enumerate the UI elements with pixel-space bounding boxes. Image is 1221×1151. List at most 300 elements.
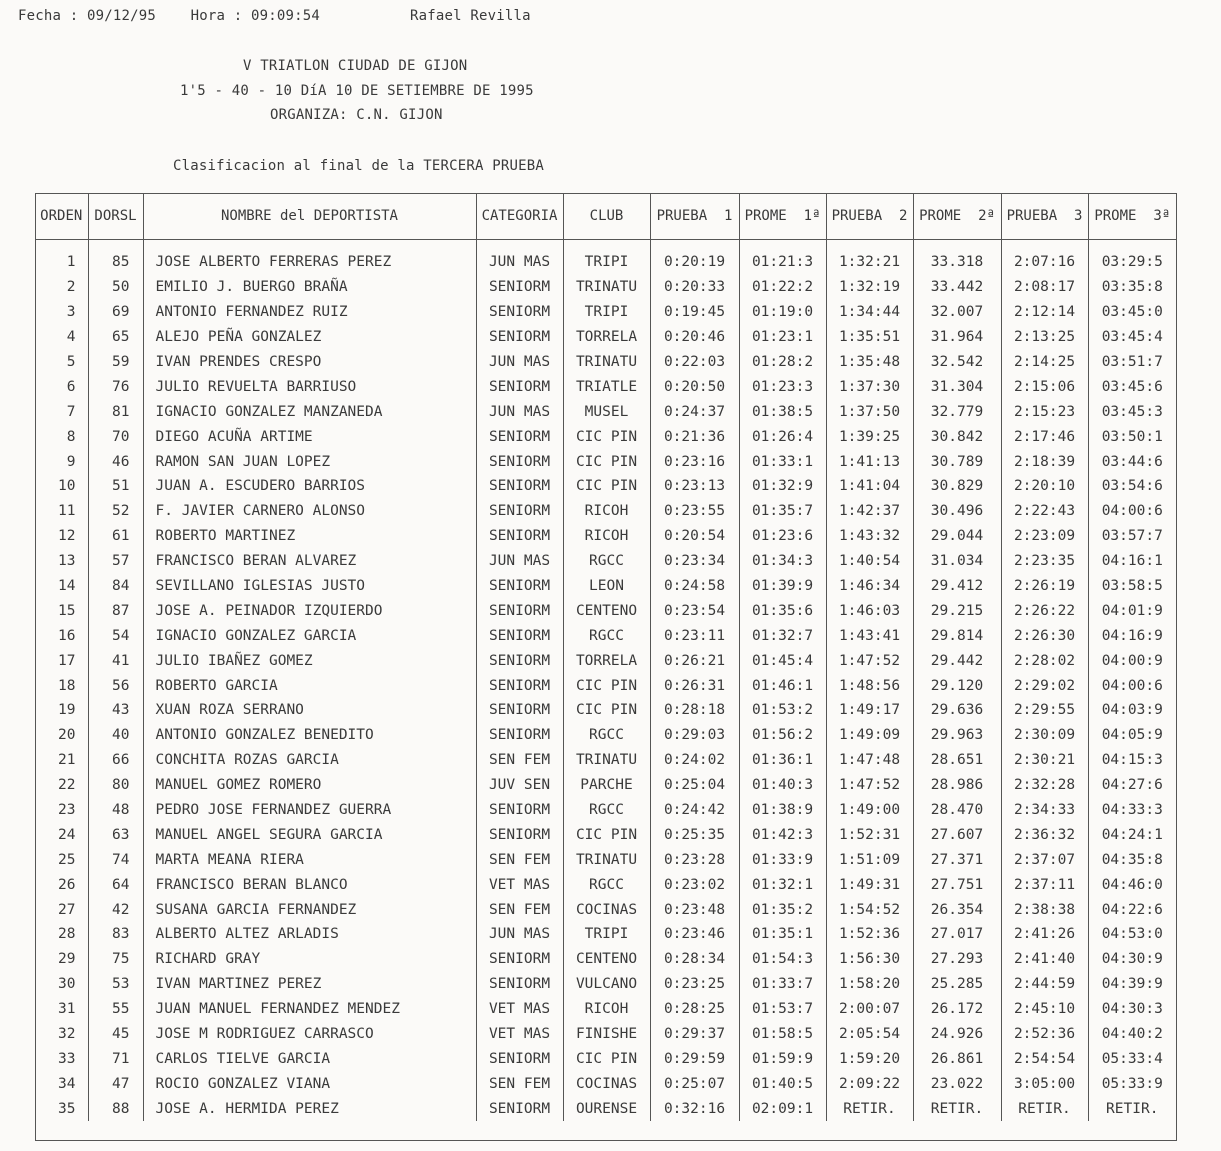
cell-prome-1: 01:38:9 [739,798,826,823]
cell-club: TRINATU [563,748,650,773]
table-row [35,673,1176,698]
cell-prome-3: 03:44:6 [1088,449,1176,474]
cell-prome-2: 23.022 [913,1071,1001,1096]
cell-orden: 32 [58,1026,76,1043]
cell-categoria: JUN MAS [476,922,563,947]
cell-categoria: SENIORM [476,947,563,972]
spacer-cell [143,240,476,251]
table-row [35,350,1176,375]
cell-prueba-2: 1:52:31 [826,822,913,847]
cell-prome-3: 04:05:9 [1088,723,1176,748]
cell-orden: 5 [66,354,76,370]
cell-prueba-2: 1:32:19 [826,275,913,300]
column-header-prome-2: PROME 2ª [913,193,1001,240]
cell-prome-3: 04:16:9 [1088,623,1176,648]
cell-prueba-2: 1:48:56 [826,673,913,698]
cell-prueba-1: 0:23:13 [650,474,739,499]
cell-prueba-3: 2:37:11 [1001,872,1088,897]
cell-dorsl: 66 [88,748,143,773]
cell-nombre: IVAN MARTINEZ PEREZ [143,972,476,997]
cell-club: RGCC [563,549,650,574]
spacer-cell [563,240,650,251]
table-row [35,1071,1176,1096]
cell-prueba-1: 0:23:11 [650,623,739,648]
cell-prueba-2: 2:00:07 [826,997,913,1022]
cell-prome-1: 01:35:7 [739,499,826,524]
column-header-orden: ORDEN [35,193,88,240]
cell-prome-1: 01:33:9 [739,847,826,872]
cell-categoria: JUV SEN [476,773,563,798]
cell-prome-1: 01:35:2 [739,897,826,922]
cell-club: VULCANO [563,972,650,997]
cell-prueba-2: 1:35:48 [826,350,913,375]
cell-prome-2: 27.607 [913,822,1001,847]
author-name: Rafael Revilla [410,8,531,24]
cell-dorsl: 84 [88,574,143,599]
table-row [35,250,1176,275]
cell-prome-3: 03:51:7 [1088,350,1176,375]
table-row [35,698,1176,723]
cell-nombre: EMILIO J. BUERGO BRAÑA [143,275,476,300]
cell-prueba-2: 1:43:41 [826,623,913,648]
cell-prome-3: 04:22:6 [1088,897,1176,922]
cell-prueba-3: 2:45:10 [1001,997,1088,1022]
cell-prome-2: 27.293 [913,947,1001,972]
cell-nombre: JOSE M RODRIGUEZ CARRASCO [143,1022,476,1047]
cell-prueba-1: 0:26:31 [650,673,739,698]
cell-prueba-2: 1:46:03 [826,598,913,623]
cell-dorsl: 55 [88,997,143,1022]
cell-prueba-3: 3:05:00 [1001,1071,1088,1096]
organizer: ORGANIZA: C.N. GIJON [270,107,443,123]
cell-prome-3: 03:50:1 [1088,424,1176,449]
column-header-prome-1: PROME 1ª [739,193,826,240]
table-row [35,922,1176,947]
cell-categoria: SENIORM [476,798,563,823]
cell-club: RICOH [563,524,650,549]
cell-prome-2: 30.842 [913,424,1001,449]
table-row [35,1047,1176,1072]
cell-orden: 34 [58,1075,76,1092]
cell-prome-1: 01:19:0 [739,300,826,325]
cell-prueba-2: 1:35:51 [826,325,913,350]
cell-prome-2: 28.986 [913,773,1001,798]
table-row [35,1022,1176,1047]
table-row [35,399,1176,424]
cell-nombre: JUAN MANUEL FERNANDEZ MENDEZ [143,997,476,1022]
cell-prueba-3: 2:07:16 [1001,250,1088,275]
cell-prome-3: 04:33:3 [1088,798,1176,823]
cell-prueba-1: 0:20:46 [650,325,739,350]
cell-categoria: SENIORM [476,424,563,449]
cell-prueba-1: 0:28:34 [650,947,739,972]
classification-heading: Clasificacion al final de la TERCERA PRUEBA [173,158,545,174]
table-row [35,748,1176,773]
cell-dorsl: 47 [88,1071,143,1096]
cell-prueba-1: 0:24:02 [650,748,739,773]
cell-prome-1: 01:23:3 [739,374,826,399]
cell-prueba-3: 2:30:21 [1001,748,1088,773]
cell-prome-2: 28.651 [913,748,1001,773]
cell-prome-1: 01:54:3 [739,947,826,972]
cell-prueba-1: 0:19:45 [650,300,739,325]
cell-prueba-3: 2:26:30 [1001,623,1088,648]
cell-dorsl: 51 [88,474,143,499]
cell-prome-1: 01:56:2 [739,723,826,748]
cell-prueba-1: 0:23:28 [650,847,739,872]
cell-orden: 19 [58,702,76,719]
column-header-prueba-3: PRUEBA 3 [1001,193,1088,240]
cell-prome-1: 01:28:2 [739,350,826,375]
cell-prome-2: 28.470 [913,798,1001,823]
cell-nombre: F. JAVIER CARNERO ALONSO [143,499,476,524]
cell-prueba-1: 0:20:54 [650,524,739,549]
table-row [35,424,1176,449]
cell-orden: 9 [66,453,76,470]
spacer-cell [1001,240,1088,251]
cell-categoria: JUN MAS [476,549,563,574]
cell-prome-1: 01:40:5 [739,1071,826,1096]
cell-prome-2: 29.814 [913,623,1001,648]
cell-prome-3: 04:30:3 [1088,997,1176,1022]
cell-prueba-2: 1:56:30 [826,947,913,972]
table-row [35,499,1176,524]
cell-club: TRINATU [563,275,650,300]
cell-prueba-3: 2:17:46 [1001,424,1088,449]
cell-nombre: IVAN PRENDES CRESPO [143,350,476,375]
cell-prome-3: 03:57:7 [1088,524,1176,549]
cell-orden: 3 [66,304,76,321]
cell-prome-2: 31.034 [913,549,1001,574]
cell-prome-2: 27.751 [913,872,1001,897]
cell-prueba-1: 0:23:54 [650,598,739,623]
cell-dorsl: 63 [88,822,143,847]
cell-dorsl: 87 [88,598,143,623]
cell-prueba-2: 1:46:34 [826,574,913,599]
cell-nombre: ANTONIO FERNANDEZ RUIZ [143,300,476,325]
cell-prueba-3: 2:37:07 [1001,847,1088,872]
cell-prome-2: 30.789 [913,449,1001,474]
results-table [35,193,1176,1121]
cell-prome-1: 01:36:1 [739,748,826,773]
cell-prome-1: 02:09:1 [739,1096,826,1121]
cell-prome-3: 03:45:3 [1088,399,1176,424]
cell-club: LEON [563,574,650,599]
cell-orden: 1 [66,254,76,271]
cell-prome-3: 03:29:5 [1088,250,1176,275]
cell-prueba-2: 1:39:25 [826,424,913,449]
cell-nombre: JOSE A. PEINADOR IZQUIERDO [143,598,476,623]
cell-categoria: SENIORM [476,325,563,350]
cell-prueba-2: 1:52:36 [826,922,913,947]
cell-categoria: SENIORM [476,275,563,300]
cell-nombre: ALEJO PEÑA GONZALEZ [143,325,476,350]
cell-prome-2: 33.442 [913,275,1001,300]
table-row [35,623,1176,648]
cell-prome-2: 30.496 [913,499,1001,524]
cell-prueba-3: 2:22:43 [1001,499,1088,524]
cell-club: CIC PIN [563,698,650,723]
column-header-nombre: NOMBRE del DEPORTISTA [143,193,476,240]
cell-categoria: SENIORM [476,822,563,847]
cell-prome-3: 04:00:9 [1088,648,1176,673]
cell-nombre: MANUEL ANGEL SEGURA GARCIA [143,822,476,847]
cell-nombre: ROBERTO MARTINEZ [143,524,476,549]
cell-prome-1: 01:26:4 [739,424,826,449]
cell-prueba-3: 2:26:22 [1001,598,1088,623]
cell-orden: 6 [66,378,76,395]
cell-club: MUSEL [563,399,650,424]
cell-dorsl: 42 [88,897,143,922]
cell-categoria: SEN FEM [476,847,563,872]
cell-prome-3: 05:33:9 [1088,1071,1176,1096]
cell-categoria: SENIORM [476,598,563,623]
cell-dorsl: 48 [88,798,143,823]
cell-prome-3: 05:33:4 [1088,1047,1176,1072]
cell-prome-1: 01:38:5 [739,399,826,424]
cell-prueba-1: 0:20:19 [650,250,739,275]
cell-nombre: MARTA MEANA RIERA [143,847,476,872]
cell-prome-1: 01:59:9 [739,1047,826,1072]
cell-categoria: SENIORM [476,474,563,499]
cell-prueba-1: 0:20:33 [650,275,739,300]
cell-prome-3: 04:03:9 [1088,698,1176,723]
cell-dorsl: 61 [88,524,143,549]
cell-nombre: ANTONIO GONZALEZ BENEDITO [143,723,476,748]
cell-prome-1: 01:45:4 [739,648,826,673]
cell-club: COCINAS [563,1071,650,1096]
cell-dorsl: 65 [88,325,143,350]
table-row [35,374,1176,399]
cell-categoria: SENIORM [476,1096,563,1121]
cell-categoria: JUN MAS [476,350,563,375]
cell-prome-1: 01:35:6 [739,598,826,623]
cell-categoria: SENIORM [476,449,563,474]
cell-prome-1: 01:23:6 [739,524,826,549]
cell-prome-3: 04:16:1 [1088,549,1176,574]
cell-prueba-2: 1:47:52 [826,648,913,673]
cell-categoria: JUN MAS [476,250,563,275]
cell-categoria: JUN MAS [476,399,563,424]
cell-orden: 15 [58,602,76,619]
cell-prueba-3: 2:54:54 [1001,1047,1088,1072]
cell-prueba-3: 2:20:10 [1001,474,1088,499]
cell-nombre: FRANCISCO BERAN BLANCO [143,872,476,897]
cell-prome-1: 01:53:7 [739,997,826,1022]
cell-prueba-3: 2:23:09 [1001,524,1088,549]
cell-orden: 4 [66,329,76,346]
cell-prueba-1: 0:23:25 [650,972,739,997]
column-header-prueba-2: PRUEBA 2 [826,193,913,240]
cell-orden: 29 [58,951,76,968]
cell-orden: 23 [58,802,76,819]
cell-prueba-2: 1:42:37 [826,499,913,524]
cell-club: OURENSE [563,1096,650,1121]
cell-prueba-3: 2:28:02 [1001,648,1088,673]
cell-prueba-1: 0:23:46 [650,922,739,947]
cell-prueba-2: 1:40:54 [826,549,913,574]
cell-dorsl: 40 [88,723,143,748]
cell-prueba-1: 0:23:48 [650,897,739,922]
event-subtitle: 1'5 - 40 - 10 DíA 10 DE SETIEMBRE DE 1995 [180,83,534,99]
cell-dorsl: 50 [88,275,143,300]
cell-prueba-2: 1:49:00 [826,798,913,823]
cell-orden: 35 [58,1100,76,1117]
cell-club: TRINATU [563,847,650,872]
cell-prueba-3: 2:15:06 [1001,374,1088,399]
table-row [35,598,1176,623]
cell-prueba-3: 2:18:39 [1001,449,1088,474]
table-row [35,972,1176,997]
spacer-cell [826,240,913,251]
cell-prueba-1: 0:23:55 [650,499,739,524]
cell-prueba-2: 1:59:20 [826,1047,913,1072]
cell-prueba-3: 2:38:38 [1001,897,1088,922]
cell-categoria: SENIORM [476,623,563,648]
cell-prome-1: 01:21:3 [739,250,826,275]
cell-club: CIC PIN [563,673,650,698]
cell-dorsl: 53 [88,972,143,997]
cell-club: CIC PIN [563,822,650,847]
cell-dorsl: 57 [88,549,143,574]
table-row [35,574,1176,599]
table-row [35,822,1176,847]
cell-prome-3: 04:35:8 [1088,847,1176,872]
cell-nombre: FRANCISCO BERAN ALVAREZ [143,549,476,574]
cell-prome-1: 01:32:7 [739,623,826,648]
cell-prome-3: 04:00:6 [1088,499,1176,524]
table-row [35,524,1176,549]
cell-dorsl: 41 [88,648,143,673]
table-row [35,549,1176,574]
cell-club: RICOH [563,997,650,1022]
cell-nombre: JUAN A. ESCUDERO BARRIOS [143,474,476,499]
cell-orden: 22 [58,777,76,794]
cell-prome-1: 01:33:1 [739,449,826,474]
cell-prome-1: 01:46:1 [739,673,826,698]
cell-dorsl: 52 [88,499,143,524]
cell-prome-3: 04:24:1 [1088,822,1176,847]
cell-club: RGCC [563,798,650,823]
table-row [35,325,1176,350]
cell-dorsl: 71 [88,1047,143,1072]
cell-prome-1: 01:35:1 [739,922,826,947]
cell-prueba-3: RETIR. [1001,1096,1088,1121]
cell-dorsl: 76 [88,374,143,399]
cell-prueba-3: 2:30:09 [1001,723,1088,748]
cell-prueba-1: 0:24:42 [650,798,739,823]
cell-club: TRIPI [563,922,650,947]
cell-prueba-1: 0:25:35 [650,822,739,847]
cell-club: TORRELA [563,648,650,673]
cell-prome-3: 04:39:9 [1088,972,1176,997]
cell-orden: 20 [58,727,76,744]
cell-prome-1: 01:23:1 [739,325,826,350]
cell-dorsl: 46 [88,449,143,474]
cell-dorsl: 80 [88,773,143,798]
spacer-cell [913,240,1001,251]
cell-prueba-2: 1:49:09 [826,723,913,748]
cell-club: COCINAS [563,897,650,922]
cell-dorsl: 85 [88,250,143,275]
cell-dorsl: 70 [88,424,143,449]
cell-categoria: SENIORM [476,300,563,325]
cell-categoria: SENIORM [476,1047,563,1072]
cell-nombre: CONCHITA ROZAS GARCIA [143,748,476,773]
cell-prueba-1: 0:32:16 [650,1096,739,1121]
cell-prome-1: 01:32:1 [739,872,826,897]
cell-club: RGCC [563,872,650,897]
cell-categoria: SEN FEM [476,897,563,922]
spacer-cell [1088,240,1176,251]
cell-nombre: XUAN ROZA SERRANO [143,698,476,723]
cell-categoria: SEN FEM [476,1071,563,1096]
cell-nombre: MANUEL GOMEZ ROMERO [143,773,476,798]
cell-prueba-1: 0:24:37 [650,399,739,424]
cell-prueba-2: 2:05:54 [826,1022,913,1047]
cell-prome-3: 04:27:6 [1088,773,1176,798]
cell-nombre: SEVILLANO IGLESIAS JUSTO [143,574,476,599]
cell-prome-2: 32.007 [913,300,1001,325]
cell-orden: 25 [58,851,76,868]
cell-prueba-1: 0:29:59 [650,1047,739,1072]
cell-orden: 17 [58,652,76,669]
cell-prueba-3: 2:13:25 [1001,325,1088,350]
cell-prome-1: 01:40:3 [739,773,826,798]
cell-prome-2: 31.964 [913,325,1001,350]
cell-prueba-1: 0:23:34 [650,549,739,574]
cell-dorsl: 83 [88,922,143,947]
cell-prome-3: 04:40:2 [1088,1022,1176,1047]
cell-dorsl: 74 [88,847,143,872]
cell-orden: 26 [58,876,76,893]
cell-prome-2: 29.963 [913,723,1001,748]
cell-orden: 8 [66,428,76,445]
cell-prome-3: 03:45:6 [1088,374,1176,399]
table-row [35,275,1176,300]
cell-prueba-1: 0:23:02 [650,872,739,897]
cell-nombre: ROBERTO GARCIA [143,673,476,698]
cell-prome-2: 32.542 [913,350,1001,375]
cell-prueba-1: 0:23:16 [650,449,739,474]
cell-prueba-3: 2:32:28 [1001,773,1088,798]
cell-dorsl: 54 [88,623,143,648]
cell-prome-2: 29.636 [913,698,1001,723]
spacer-row [35,240,1176,251]
spacer-cell [476,240,563,251]
cell-nombre: JULIO IBAÑEZ GOMEZ [143,648,476,673]
cell-prome-2: 26.861 [913,1047,1001,1072]
cell-prueba-2: 1:37:50 [826,399,913,424]
cell-prueba-3: 2:34:33 [1001,798,1088,823]
cell-prueba-3: 2:36:32 [1001,822,1088,847]
cell-prueba-3: 2:26:19 [1001,574,1088,599]
cell-prueba-2: 1:49:17 [826,698,913,723]
cell-dorsl: 75 [88,947,143,972]
cell-nombre: RICHARD GRAY [143,947,476,972]
cell-orden: 30 [58,976,76,993]
cell-categoria: SEN FEM [476,748,563,773]
cell-dorsl: 59 [88,350,143,375]
cell-prome-2: 33.318 [913,250,1001,275]
cell-nombre: ROCIO GONZALEZ VIANA [143,1071,476,1096]
cell-prome-2: 27.371 [913,847,1001,872]
cell-orden: 28 [58,926,76,943]
print-date-time: Fecha : 09/12/95 Hora : 09:09:54 [18,8,321,24]
column-header-club: CLUB [563,193,650,240]
column-header-dorsl: DORSL [88,193,143,240]
cell-prome-1: 01:32:9 [739,474,826,499]
